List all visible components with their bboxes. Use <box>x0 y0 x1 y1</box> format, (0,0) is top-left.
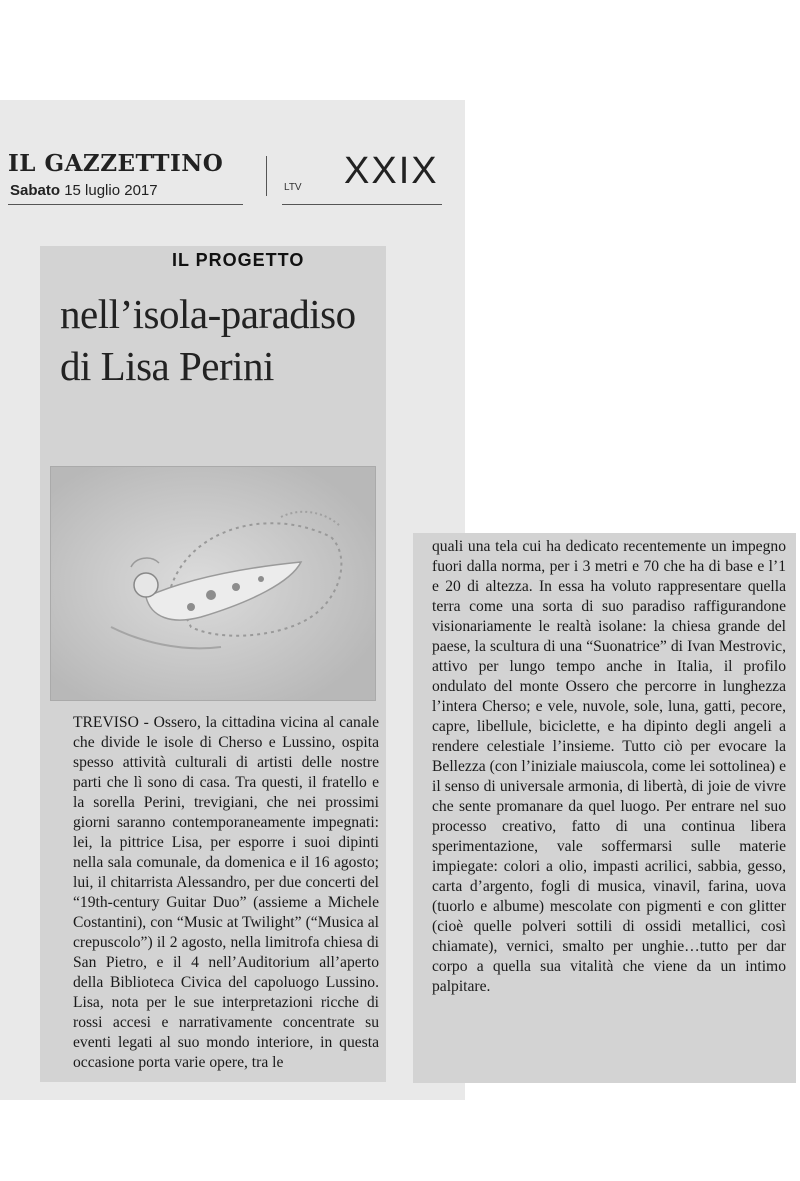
newspaper-title: IL GAZZETTINO <box>8 150 224 177</box>
page-number: XXIX <box>344 150 439 192</box>
painting-photo <box>50 466 376 701</box>
headline-line-2: di Lisa Perini <box>60 343 274 389</box>
issue-date <box>10 182 158 199</box>
article-paragraph-left: TREVISO - Ossero, la cittadina vicina al canale che divide le isole di Cherso e Lussino, ospita spesso attività culturali di artisti delle nostre parti che lì sono di casa. Tra questi, il fratello e la sorella Perini, trevigiani, che nei prossimi giorni saranno contemporaneamente impegnati: lei, la pittrice Lisa, per esporre i suoi dipinti nella sala comunale, da domenica e il 16 agosto; lui, il chitarrista Alessandro, per due concerti del “19th-century Guitar Duo” (assieme a Michele Costantini), con “Music at Twilight” (“Musica al crepuscolo”) il 2 agosto, nella limitrofa chiesa di San Pietro, e il 4 nell’Auditorium all’aperto della Biblioteca Civica del capoluogo Lussino. Lisa, nota per le sue interpretazioni ricche di rossi accesi e narrativamente concentrate su eventi legati al suo mondo interiore, in questa occasione porta varie opere, tra le <box>73 714 379 1071</box>
masthead-divider <box>266 156 267 196</box>
painting-illustration <box>51 467 376 701</box>
article-kicker: IL PROGETTO <box>172 250 305 270</box>
masthead <box>8 150 448 210</box>
article-paragraph-right: quali una tela cui ha dedicato recentemente un impegno fuori dalla norma, per i 3 metri e 70 che ha di base e l’1 e 20 di altezza. In essa ha voluto rappresentare quella terra come una sorta di suo paradiso raffigurandone visionariamente le realtà isolane: la chiesa grande del paese, la scultura di una “Suonatrice” di Ivan Mestrovic, attivo per lungo tempo anche in Italia, il profilo ondulato del monte Ossero che percorre in lunghezza l’intera Cherso; e vele, nuvole, sole, luna, gatti, pecore, capre, libellule, biciclette, e ha dipinto degli angeli a rendere celestiale l’insieme. Tutto ciò per evocare la Bellezza (con l’iniziale maiuscola, come lei sottolinea) e il senso di universale armonia, di libertà, di joie de vivre che sente promanare da quel luogo. Per entrare nel suo processo creativo, fatto di una continua libera sperimentazione, vale soffermarsi sulle materie impiegate: colori a olio, impasti acrilici, sabbia, gesso, carta d’argento, fogli di musica, vinavil, farina, uova (tuorlo e albume) mescolate con pigmenti e con glitter (cioè quelle polveri sottili di ossidi metallici, così chiamate), vernici, smalto per unghie…tutto per dar corpo a quella sua vitalità che viene da un intimo palpitare. <box>432 538 786 995</box>
article-body-right <box>432 537 786 997</box>
article-headline <box>60 288 380 392</box>
masthead-underline-right <box>282 204 442 205</box>
article-body-left <box>73 713 379 1073</box>
masthead-underline <box>8 204 243 205</box>
headline-line-1: nell’isola-paradiso <box>60 291 356 337</box>
issue-day: Sabato <box>10 182 61 199</box>
article-column-left <box>40 246 386 1082</box>
article-column-right <box>413 533 796 1083</box>
issue-date-value: 15 luglio 2017 <box>64 182 158 199</box>
edition-code: LTV <box>284 182 302 193</box>
